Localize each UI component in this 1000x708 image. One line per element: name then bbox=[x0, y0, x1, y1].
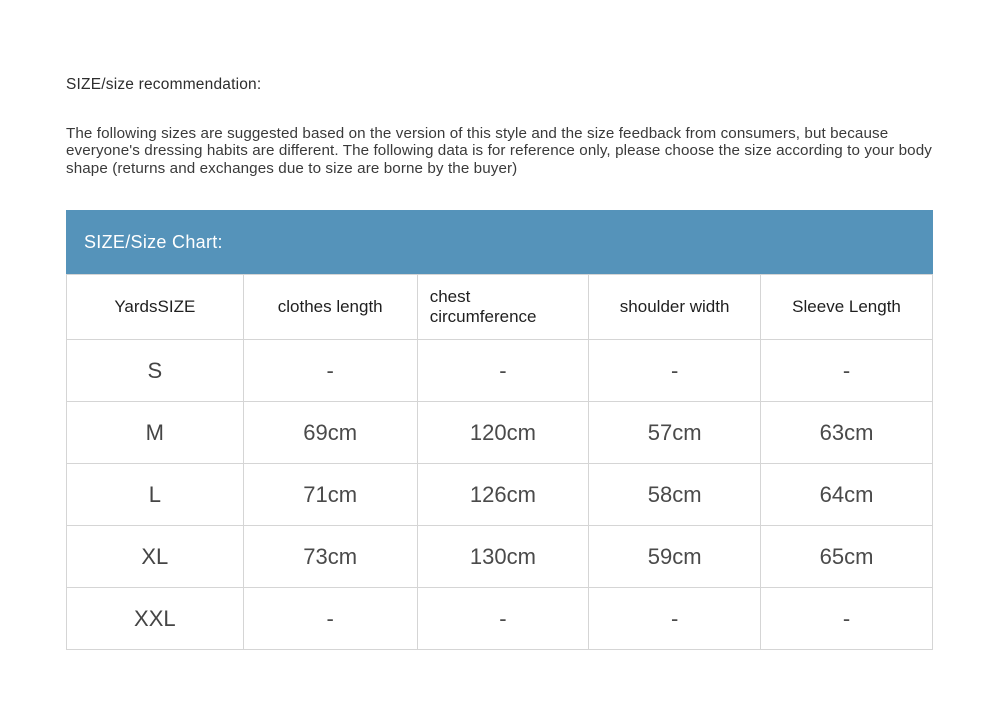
table-row-xl bbox=[67, 526, 933, 588]
page-title: SIZE/size recommendation: bbox=[66, 76, 262, 93]
size-chart-banner bbox=[66, 210, 933, 274]
value-cell: 57cm bbox=[589, 402, 761, 464]
value-cell: 69cm bbox=[243, 402, 417, 464]
table-header-row bbox=[67, 275, 933, 340]
value-cell: - bbox=[589, 588, 761, 650]
value-cell: 126cm bbox=[417, 464, 588, 526]
size-cell: S bbox=[67, 340, 244, 402]
value-cell: - bbox=[243, 588, 417, 650]
table-row-m bbox=[67, 402, 933, 464]
size-cell: M bbox=[67, 402, 244, 464]
value-cell: 71cm bbox=[243, 464, 417, 526]
value-cell: - bbox=[761, 340, 933, 402]
column-header-sleeve-length: Sleeve Length bbox=[761, 275, 933, 340]
value-cell: 59cm bbox=[589, 526, 761, 588]
value-cell: 120cm bbox=[417, 402, 588, 464]
size-chart-table bbox=[66, 274, 933, 650]
size-cell: XL bbox=[67, 526, 244, 588]
size-chart-banner-label: SIZE/Size Chart: bbox=[84, 231, 223, 252]
value-cell: - bbox=[589, 340, 761, 402]
value-cell: 130cm bbox=[417, 526, 588, 588]
value-cell: 58cm bbox=[589, 464, 761, 526]
size-cell: L bbox=[67, 464, 244, 526]
size-description: The following sizes are suggested based on the version of this style and the size feedback from consumers, but because everyone's dressing habits are different. The following data is for reference only, please choose the size according to your body shape (returns and exchanges due to size are borne by the buyer) bbox=[66, 125, 932, 177]
value-cell: 73cm bbox=[243, 526, 417, 588]
size-cell: XXL bbox=[67, 588, 244, 650]
value-cell: - bbox=[417, 588, 588, 650]
table-row-xxl bbox=[67, 588, 933, 650]
value-cell: - bbox=[417, 340, 588, 402]
column-header-chest-circumference: chest circumference bbox=[417, 275, 588, 340]
column-header-clothes-length: clothes length bbox=[243, 275, 417, 340]
value-cell: - bbox=[761, 588, 933, 650]
column-header-shoulder-width: shoulder width bbox=[589, 275, 761, 340]
table-row-l bbox=[67, 464, 933, 526]
value-cell: 64cm bbox=[761, 464, 933, 526]
value-cell: - bbox=[243, 340, 417, 402]
value-cell: 65cm bbox=[761, 526, 933, 588]
value-cell: 63cm bbox=[761, 402, 933, 464]
table-row-s bbox=[67, 340, 933, 402]
column-header-yards-size: YardsSIZE bbox=[67, 275, 244, 340]
